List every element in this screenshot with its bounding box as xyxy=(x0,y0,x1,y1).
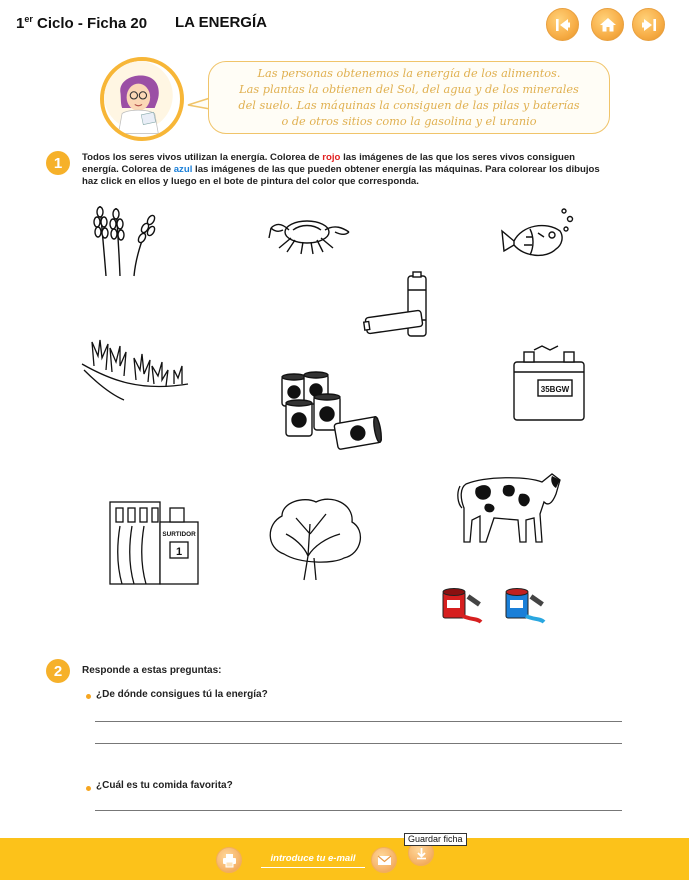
fuel-pump-picture[interactable] xyxy=(108,500,200,586)
question-2: ¿Cuál es tu comida favorita? xyxy=(96,780,233,791)
print-button[interactable] xyxy=(216,847,242,873)
bubble-line: Las plantas la obtienen del Sol, del agua y de los minerales xyxy=(239,82,579,96)
save-icon xyxy=(414,846,429,861)
exercise-1-number: 1 xyxy=(46,151,70,175)
cow-picture[interactable] xyxy=(456,464,566,546)
save-tooltip: Guardar ficha xyxy=(404,833,467,846)
ciclo-text: Ciclo - Ficha 20 xyxy=(32,15,148,32)
exercise-2-instructions: Responde a estas preguntas: xyxy=(82,665,222,676)
last-page-icon xyxy=(639,15,659,35)
instr-red-word: rojo xyxy=(322,152,341,163)
page-series-label xyxy=(16,14,147,32)
wheat-picture[interactable] xyxy=(88,200,160,278)
bubble-line: Las personas obtenemos la energía de los alimentos. xyxy=(257,66,561,80)
tree-picture[interactable] xyxy=(264,494,366,582)
home-button[interactable] xyxy=(591,8,624,41)
instr-text: Todos los seres vivos utilizan la energía. Colorea de xyxy=(82,152,323,163)
answer-1-line-2[interactable] xyxy=(95,743,622,744)
teacher-avatar xyxy=(100,57,184,141)
red-paint-can-icon xyxy=(437,582,487,628)
question-bullet xyxy=(86,786,91,791)
last-page-button[interactable] xyxy=(632,8,665,41)
uranium-barrels-picture[interactable] xyxy=(278,372,386,452)
home-icon xyxy=(598,15,618,35)
ciclo-ordinal: er xyxy=(24,14,33,24)
page-title: LA ENERGÍA xyxy=(175,14,267,31)
instr-text: las imágenes de las que pueden obtener energía las máquinas. Para colorear los dibujos haz click en ellos y luego en el bote de pintura del color que corresponda. xyxy=(82,164,600,188)
email-input[interactable] xyxy=(261,850,365,868)
crab-picture[interactable] xyxy=(267,210,353,256)
answer-2-line-1[interactable] xyxy=(95,810,622,811)
car-battery-picture[interactable] xyxy=(508,344,590,424)
fish-picture[interactable] xyxy=(500,207,576,265)
bubble-line: del suelo. Las máquinas la consiguen de las pilas y baterías xyxy=(238,98,580,112)
batteries-picture[interactable] xyxy=(364,270,438,340)
speech-bubble-text xyxy=(238,66,579,130)
red-paint-can-button[interactable] xyxy=(437,582,487,628)
question-bullet xyxy=(86,694,91,699)
instr-text: las imágenes de las que los seres vivos consiguen energía. Colorea de xyxy=(82,152,576,176)
printer-icon xyxy=(222,853,237,868)
instr-blue-word: azul xyxy=(173,164,193,176)
exercise-2-number: 2 xyxy=(46,659,70,683)
blue-paint-can-button[interactable] xyxy=(500,582,550,628)
first-page-icon xyxy=(553,15,573,35)
bubble-line: o de otros sitios como la gasolina y el uranio xyxy=(281,114,537,128)
grass-picture[interactable] xyxy=(80,336,192,406)
battery-label: 35BGW xyxy=(540,385,570,394)
pump-number: 1 xyxy=(175,546,183,558)
speech-bubble xyxy=(208,61,610,134)
send-email-button[interactable] xyxy=(371,847,397,873)
ciclo-number: 1 xyxy=(16,15,25,32)
answer-1-line-1[interactable] xyxy=(95,721,622,722)
first-page-button[interactable] xyxy=(546,8,579,41)
exercise-1-instructions xyxy=(82,152,602,189)
blue-paint-can-icon xyxy=(500,582,550,628)
envelope-icon xyxy=(377,853,392,868)
question-1: ¿De dónde consigues tú la energía? xyxy=(96,689,268,700)
pump-label: SURTIDOR xyxy=(162,531,196,538)
